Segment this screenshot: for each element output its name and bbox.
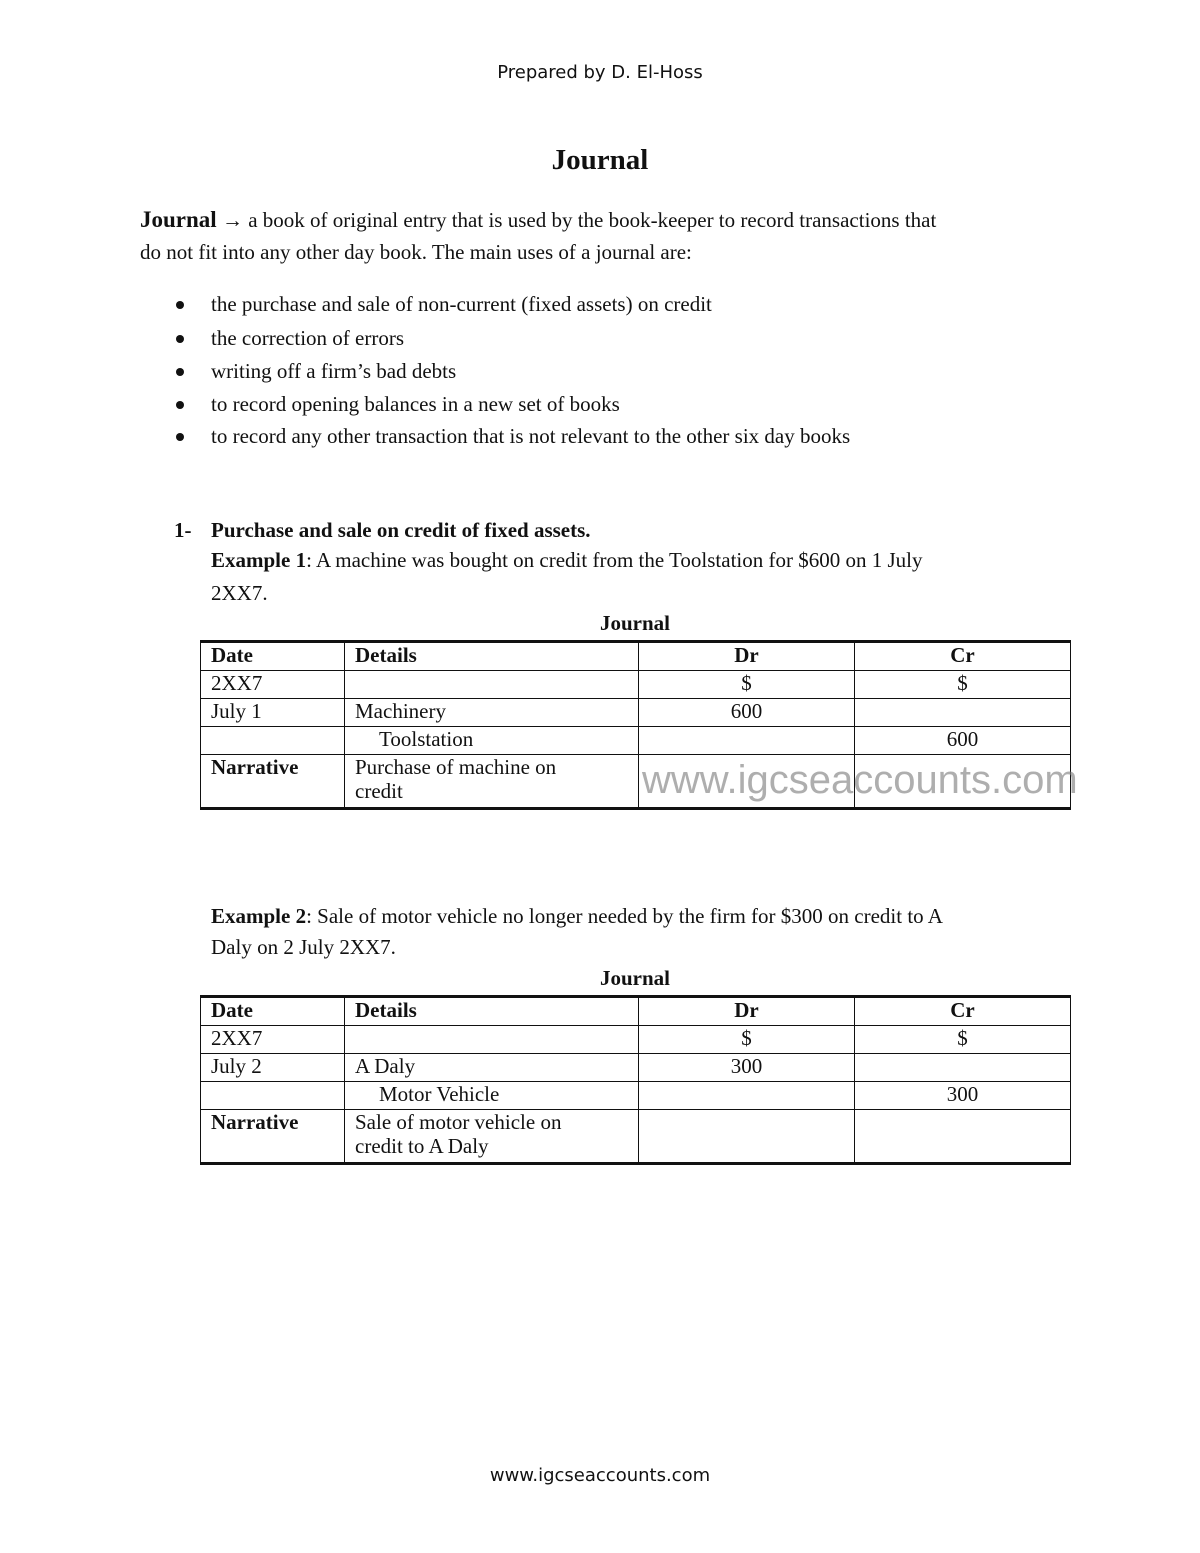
- header-cr: Cr: [855, 642, 1071, 671]
- cell-dr: [639, 1110, 855, 1164]
- narrative-line: Sale of motor vehicle on: [355, 1110, 562, 1134]
- table-row: [201, 1054, 1071, 1082]
- list-item: the purchase and sale of non-current (fixed assets) on credit: [211, 292, 712, 316]
- cell-cr: 300: [855, 1082, 1071, 1110]
- cell-dr: 300: [639, 1054, 855, 1082]
- header-details: Details: [345, 642, 639, 671]
- cell-details: [345, 671, 639, 699]
- example1-line-2: 2XX7.: [211, 581, 268, 605]
- header-date: Date: [201, 997, 345, 1026]
- cell-cr: $: [855, 1026, 1071, 1054]
- table-row: [201, 699, 1071, 727]
- cell-details: Machinery: [345, 699, 639, 727]
- header-date: Date: [201, 642, 345, 671]
- cell-date: July 1: [201, 699, 345, 727]
- example2-line-2: Daly on 2 July 2XX7.: [211, 935, 396, 959]
- watermark: www.igcseaccounts.com: [642, 758, 1078, 802]
- cell-dr: 600: [639, 699, 855, 727]
- narrative-row: [201, 1110, 1071, 1164]
- table-row: [201, 1026, 1071, 1054]
- list-item: writing off a firm’s bad debts: [211, 359, 457, 383]
- cell-dr: $: [639, 1026, 855, 1054]
- narrative-label: Narrative: [201, 755, 345, 809]
- section-heading: Purchase and sale on credit of fixed assets.: [211, 518, 591, 542]
- page-title: Journal: [551, 144, 649, 176]
- bullet-icon: [176, 401, 184, 409]
- page-header: Prepared by D. El-Hoss: [497, 62, 703, 83]
- header-cr: Cr: [855, 997, 1071, 1026]
- table-row: [201, 1082, 1071, 1110]
- example2-caption: Journal: [599, 966, 670, 990]
- narrative-line: credit: [355, 779, 403, 803]
- bullet-icon: [176, 433, 184, 441]
- narrative-line: credit to A Daly: [355, 1134, 489, 1158]
- cell-dr: [639, 1082, 855, 1110]
- cell-cr: $: [855, 671, 1071, 699]
- example2-line-1: [211, 904, 943, 928]
- bullet-icon: [176, 335, 184, 343]
- cell-cr: 600: [855, 727, 1071, 755]
- example1-text: : A machine was bought on credit from the Toolstation for $600 on 1 July: [306, 548, 923, 572]
- narrative-line: Purchase of machine on: [355, 755, 557, 779]
- example2-text: : Sale of motor vehicle no longer needed by the firm for $300 on credit to A: [306, 904, 943, 928]
- list-item: to record any other transaction that is not relevant to the other six day books: [211, 424, 851, 448]
- table-row: [201, 671, 1071, 699]
- arrow-icon: →: [221, 208, 243, 232]
- example1-line-1: [211, 548, 923, 572]
- cell-cr: [855, 699, 1071, 727]
- cell-details: A Daly: [345, 1054, 639, 1082]
- intro-text: a book of original entry that is used by the book-keeper to record transactions that: [242, 208, 937, 232]
- cell-details: Toolstation: [345, 727, 639, 755]
- cell-dr: $: [639, 671, 855, 699]
- cell-cr: [855, 1054, 1071, 1082]
- example1-caption: Journal: [599, 611, 670, 635]
- example1-label: Example 1: [211, 548, 307, 572]
- narrative-text: [345, 1110, 639, 1164]
- cell-dr: [639, 727, 855, 755]
- header-dr: Dr: [639, 642, 855, 671]
- example2-label: Example 2: [211, 904, 307, 928]
- cell-cr: [855, 1110, 1071, 1164]
- intro-line-1: [140, 208, 936, 232]
- cell-date: [201, 727, 345, 755]
- list-item: the correction of errors: [211, 326, 404, 350]
- table-row: [201, 727, 1071, 755]
- list-item: to record opening balances in a new set of books: [211, 392, 620, 416]
- cell-details: [345, 1026, 639, 1054]
- header-details: Details: [345, 997, 639, 1026]
- journal-table-2: [200, 995, 1071, 1165]
- cell-date: July 2: [201, 1054, 345, 1082]
- page-footer: www.igcseaccounts.com: [489, 1465, 711, 1486]
- section-number: 1-: [174, 518, 192, 542]
- table-header-row: [201, 997, 1071, 1026]
- cell-date: 2XX7: [201, 1026, 345, 1054]
- cell-date: 2XX7: [201, 671, 345, 699]
- bullet-icon: [176, 301, 184, 309]
- narrative-label: Narrative: [201, 1110, 345, 1164]
- table-header-row: [201, 642, 1071, 671]
- cell-date: [201, 1082, 345, 1110]
- intro-term: Journal: [140, 207, 217, 232]
- narrative-text: [345, 755, 639, 809]
- intro-line-2: do not fit into any other day book. The main uses of a journal are:: [140, 240, 692, 264]
- bullet-icon: [176, 368, 184, 376]
- cell-details: Motor Vehicle: [345, 1082, 639, 1110]
- header-dr: Dr: [639, 997, 855, 1026]
